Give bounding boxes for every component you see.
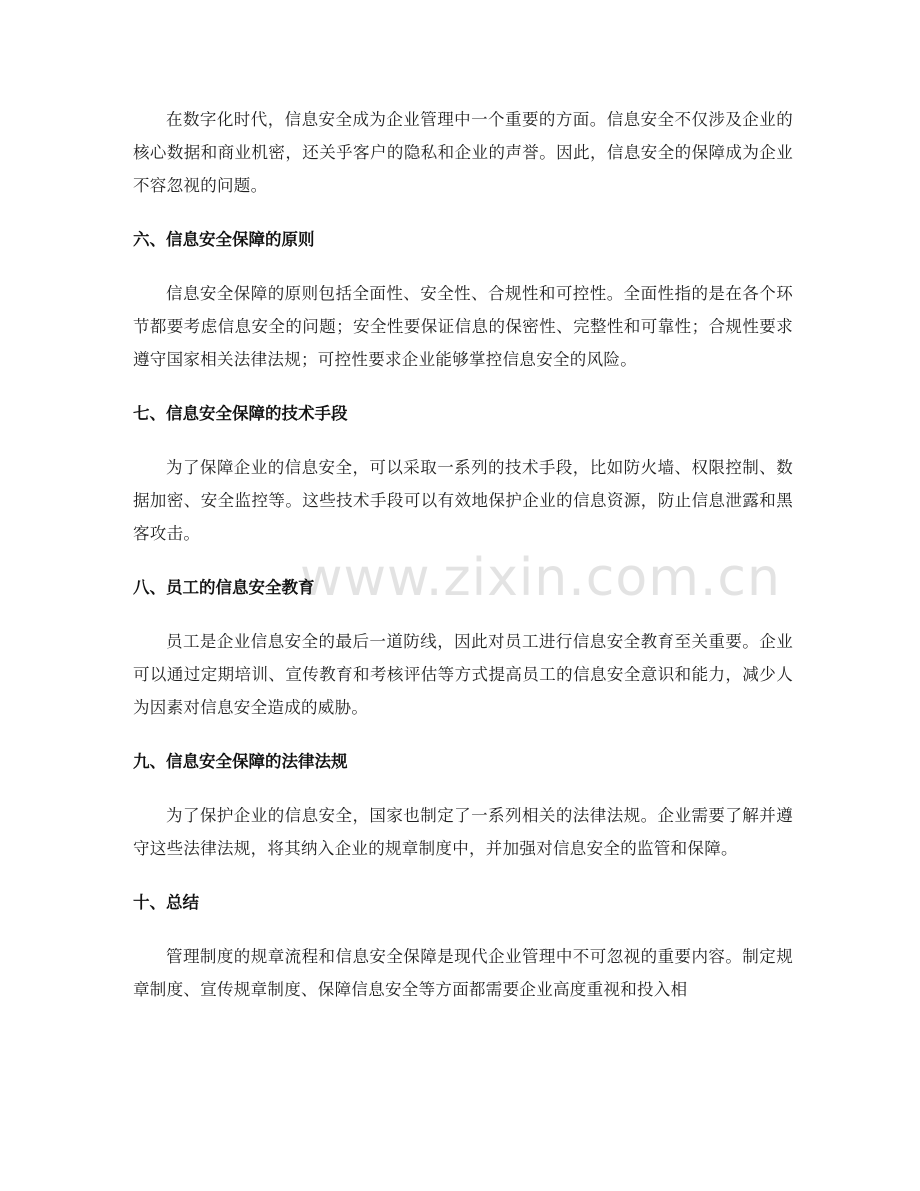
section-6-heading: 六、信息安全保障的原则 bbox=[133, 230, 315, 249]
section-9-paragraph: 为了保护企业的信息安全，国家也制定了一系列相关的法律法规。企业需要了解并遵守这些法律法规，将其纳入企业的规章制度中，并加强对信息安全的监管和保障。 bbox=[133, 806, 793, 858]
section-8-paragraph: 员工是企业信息安全的最后一道防线，因此对员工进行信息安全教育至关重要。企业可以通过定期培训、宣传教育和考核评估等方式提高员工的信息安全意识和能力，减少人为因素对信息安全造成的威胁。 bbox=[133, 632, 793, 717]
section-8-heading: 八、员工的信息安全教育 bbox=[133, 578, 315, 597]
spacer bbox=[133, 778, 793, 799]
spacer bbox=[133, 202, 793, 223]
spacer bbox=[133, 865, 793, 886]
section-9-heading: 九、信息安全保障的法律法规 bbox=[133, 752, 348, 771]
section-10-paragraph: 管理制度的规章流程和信息安全保障是现代企业管理中不可忽视的重要内容。制定规章制度、宣传规章制度、保障信息安全等方面都需要企业高度重视和投入相 bbox=[133, 947, 793, 999]
intro-paragraph: 在数字化时代，信息安全成为企业管理中一个重要的方面。信息安全不仅涉及企业的核心数据和商业机密，还关乎客户的隐私和企业的声誉。因此，信息安全的保障成为企业不容忽视的问题。 bbox=[133, 110, 793, 195]
section-6-paragraph: 信息安全保障的原则包括全面性、安全性、合规性和可控性。全面性指的是在各个环节都要考虑信息安全的问题；安全性要保证信息的保密性、完整性和可靠性；合规性要求遵守国家相关法律法规；可控性要求企业能够掌控信息安全的风险。 bbox=[133, 284, 793, 369]
section-7-paragraph: 为了保障企业的信息安全，可以采取一系列的技术手段，比如防火墙、权限控制、数据加密、安全监控等。这些技术手段可以有效地保护企业的信息资源，防止信息泄露和黑客攻击。 bbox=[133, 458, 793, 543]
spacer bbox=[133, 430, 793, 451]
spacer bbox=[133, 256, 793, 277]
watermark-text: www.zixin.com.cn bbox=[300, 548, 781, 608]
spacer bbox=[133, 724, 793, 745]
document-body bbox=[133, 103, 793, 1006]
spacer bbox=[133, 604, 793, 625]
spacer bbox=[133, 550, 793, 571]
section-7-heading: 七、信息安全保障的技术手段 bbox=[133, 404, 348, 423]
section-10-heading: 十、总结 bbox=[133, 893, 199, 912]
spacer bbox=[133, 376, 793, 397]
spacer bbox=[133, 919, 793, 940]
